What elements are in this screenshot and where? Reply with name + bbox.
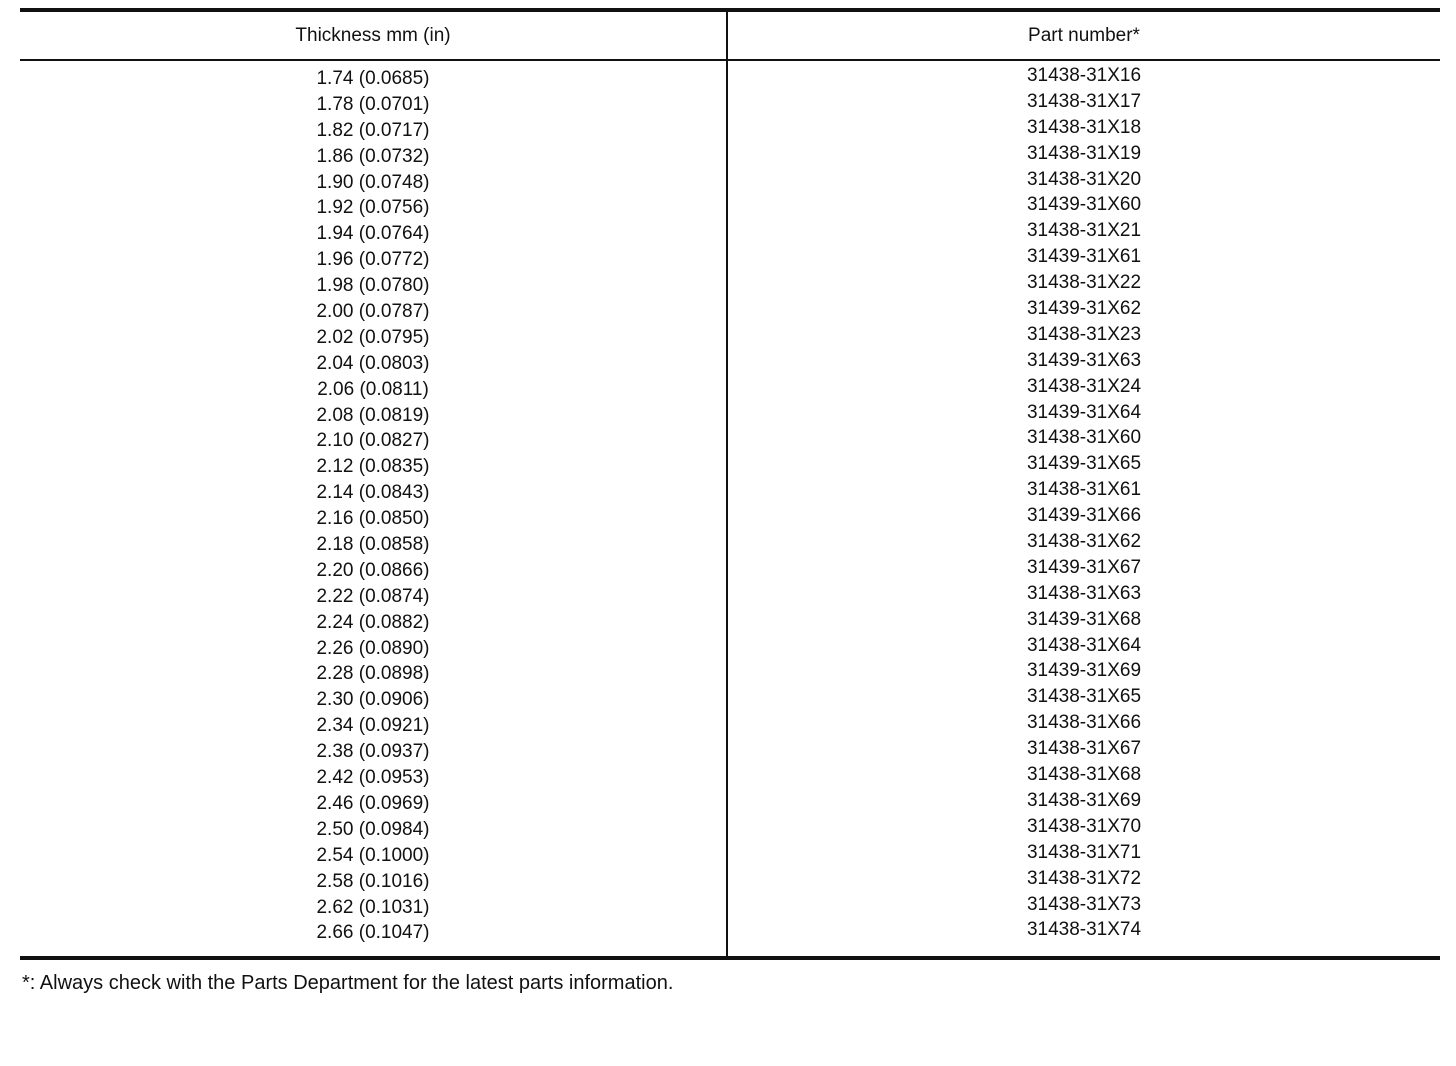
- thickness-cell: 2.38 (0.0937): [316, 741, 430, 763]
- part-number-cell: 31438-31X67: [1026, 738, 1142, 760]
- thickness-cell: 2.04 (0.0803): [316, 352, 430, 374]
- part-number-cell: 31438-31X18: [1026, 116, 1142, 138]
- part-number-cell: 31438-31X64: [1026, 634, 1142, 656]
- part-number-cell: 31438-31X61: [1026, 479, 1142, 501]
- part-number-cell: 31438-31X24: [1026, 375, 1142, 397]
- part-number-cell: 31439-31X64: [1026, 401, 1142, 423]
- thickness-cell: 2.10 (0.0827): [316, 430, 430, 452]
- part-number-cell: 31438-31X22: [1026, 272, 1142, 294]
- part-number-cell: 31438-31X73: [1026, 893, 1142, 915]
- thickness-cell: 2.62 (0.1031): [316, 896, 430, 918]
- thickness-cell: 2.02 (0.0795): [316, 326, 430, 348]
- thickness-cell: 2.06 (0.0811): [317, 378, 429, 400]
- part-number-cell: 31438-31X17: [1026, 90, 1142, 112]
- thickness-column: [20, 66, 726, 946]
- thickness-cell: 2.26 (0.0890): [316, 637, 430, 659]
- part-number-cell: 31439-31X67: [1026, 556, 1142, 578]
- thickness-cell: 2.58 (0.1016): [316, 870, 430, 892]
- column-header-part-number: Part number*: [1028, 25, 1140, 46]
- part-number-cell: 31439-31X62: [1026, 298, 1142, 320]
- part-number-cell: 31439-31X69: [1026, 660, 1142, 682]
- thickness-cell: 2.42 (0.0953): [316, 767, 430, 789]
- thickness-cell: 1.94 (0.0764): [316, 223, 430, 245]
- thickness-cell: 2.20 (0.0866): [316, 559, 430, 581]
- part-number-cell: 31438-31X66: [1026, 712, 1142, 734]
- thickness-cell: 1.96 (0.0772): [316, 249, 430, 271]
- thickness-cell: 2.08 (0.0819): [316, 404, 430, 426]
- thickness-cell: 1.90 (0.0748): [316, 171, 430, 193]
- part-number-cell: 31438-31X63: [1026, 582, 1142, 604]
- thickness-cell: 2.46 (0.0969): [316, 792, 430, 814]
- thickness-cell: 2.54 (0.1000): [316, 844, 430, 866]
- thickness-cell: 2.22 (0.0874): [316, 585, 430, 607]
- part-number-column: [728, 66, 1440, 946]
- part-number-cell: 31438-31X23: [1026, 323, 1142, 345]
- thickness-cell: 2.28 (0.0898): [316, 663, 430, 685]
- thickness-cell: 2.30 (0.0906): [316, 689, 430, 711]
- part-number-cell: 31439-31X63: [1026, 349, 1142, 371]
- part-number-cell: 31438-31X68: [1026, 764, 1142, 786]
- thickness-cell: 1.92 (0.0756): [316, 197, 430, 219]
- thickness-cell: 2.00 (0.0787): [316, 301, 430, 323]
- thickness-cell: 2.24 (0.0882): [316, 611, 430, 633]
- part-number-cell: 31438-31X72: [1026, 867, 1142, 889]
- part-number-cell: 31439-31X66: [1026, 505, 1142, 527]
- part-number-cell: 31438-31X65: [1026, 686, 1142, 708]
- part-number-cell: 31438-31X71: [1026, 841, 1142, 863]
- parts-table: [20, 8, 1440, 960]
- thickness-cell: 2.16 (0.0850): [316, 508, 430, 530]
- part-number-cell: 31438-31X19: [1026, 142, 1142, 164]
- thickness-cell: 2.12 (0.0835): [316, 456, 430, 478]
- thickness-cell: 1.82 (0.0717): [316, 119, 430, 141]
- part-number-cell: 31438-31X21: [1026, 220, 1142, 242]
- footnote: *: Always check with the Parts Department for the latest parts information.: [22, 972, 674, 994]
- part-number-cell: 31438-31X74: [1026, 919, 1142, 941]
- table-bottom-rule: [20, 956, 1440, 960]
- thickness-cell: 2.14 (0.0843): [316, 482, 430, 504]
- thickness-cell: 1.74 (0.0685): [316, 68, 430, 89]
- thickness-cell: 2.34 (0.0921): [316, 715, 430, 737]
- part-number-cell: 31438-31X70: [1026, 815, 1142, 837]
- part-number-cell: 31439-31X65: [1026, 453, 1142, 475]
- column-header-thickness: Thickness mm (in): [295, 25, 451, 46]
- thickness-cell: 2.66 (0.1047): [316, 922, 430, 944]
- part-number-cell: 31438-31X60: [1026, 427, 1142, 449]
- part-number-cell: 31438-31X69: [1026, 789, 1142, 811]
- part-number-cell: 31438-31X16: [1026, 65, 1142, 86]
- part-number-cell: 31438-31X62: [1026, 531, 1142, 553]
- part-number-cell: 31439-31X61: [1026, 246, 1142, 268]
- thickness-cell: 2.18 (0.0858): [316, 534, 430, 556]
- thickness-cell: 1.78 (0.0701): [316, 93, 430, 115]
- header-rule: [20, 59, 1440, 61]
- thickness-cell: 2.50 (0.0984): [316, 818, 430, 840]
- part-number-cell: 31439-31X68: [1026, 608, 1142, 630]
- part-number-cell: 31438-31X20: [1026, 168, 1142, 190]
- thickness-cell: 1.86 (0.0732): [316, 145, 430, 167]
- thickness-cell: 1.98 (0.0780): [316, 275, 430, 297]
- part-number-cell: 31439-31X60: [1026, 194, 1142, 216]
